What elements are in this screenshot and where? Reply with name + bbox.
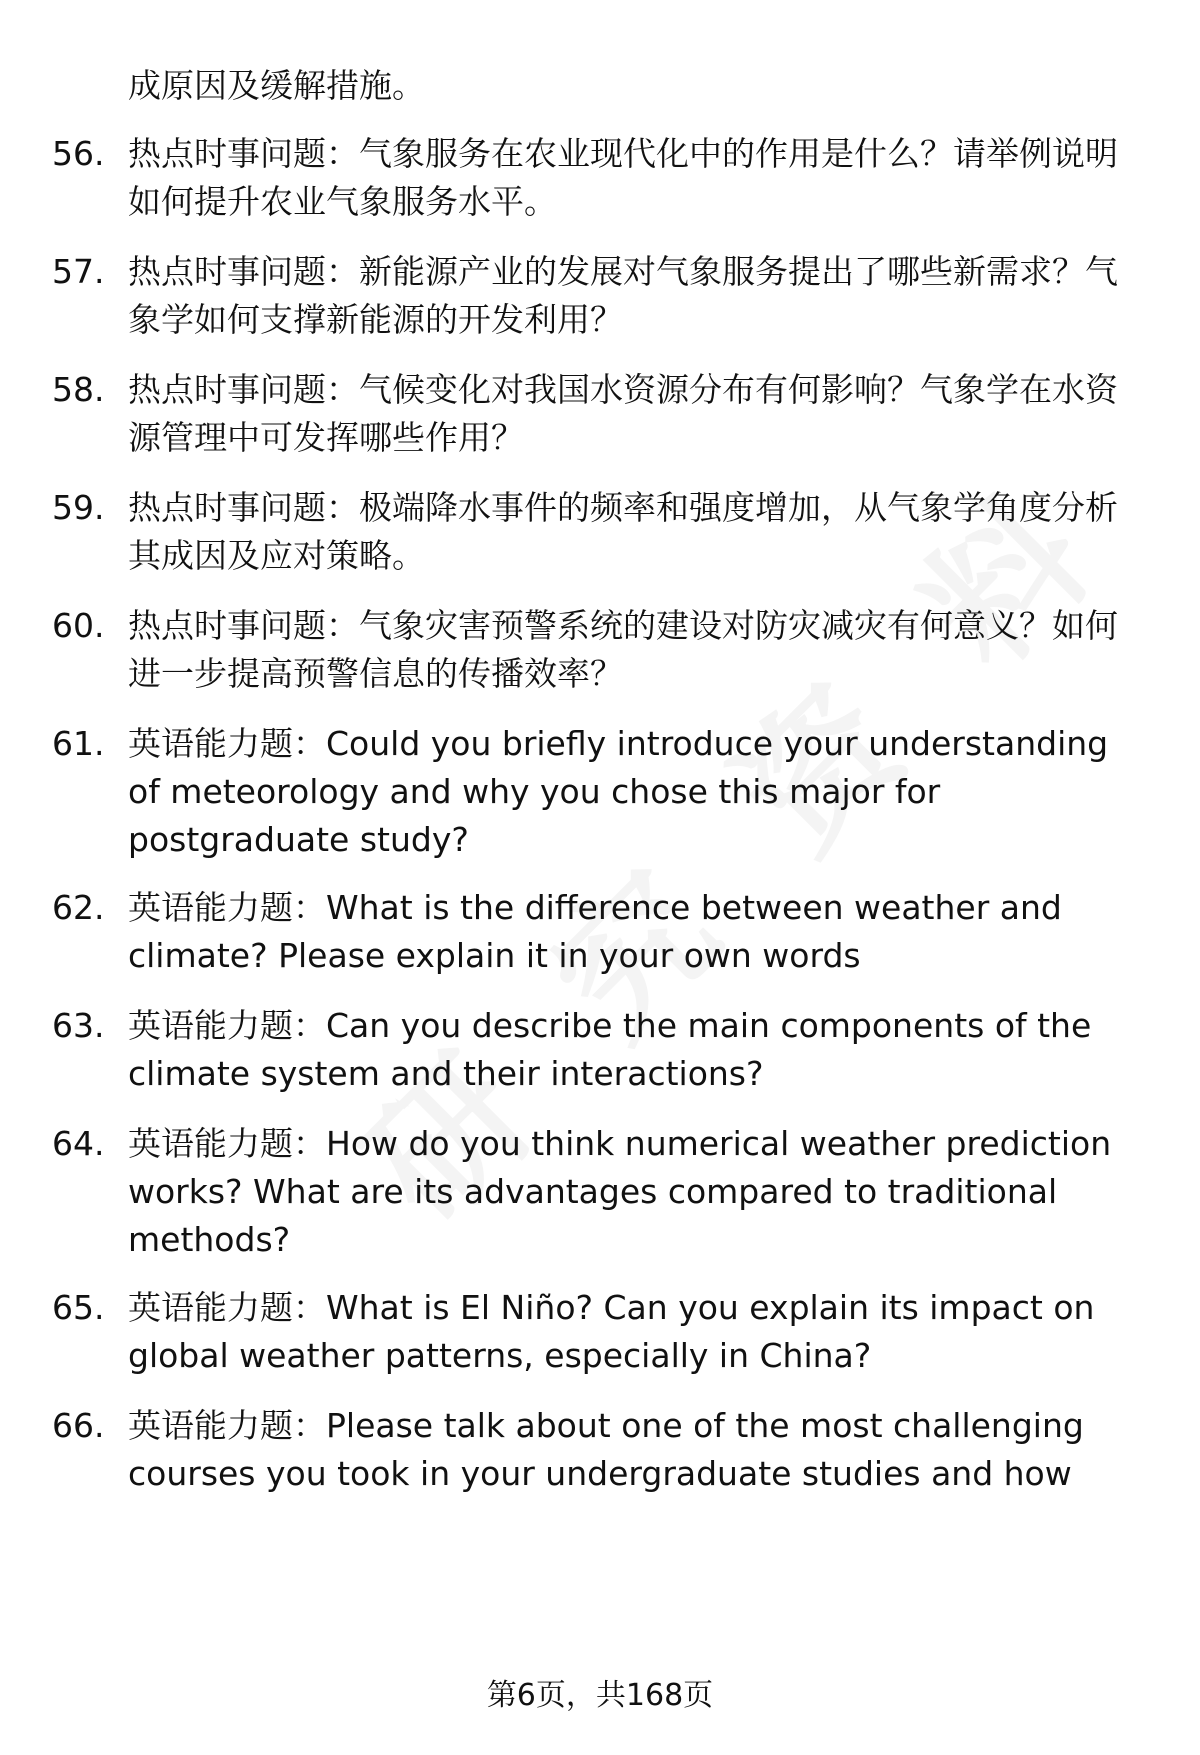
question-number: 59. — [52, 488, 105, 527]
question-number: 58. — [52, 370, 105, 409]
question-number: 65. — [52, 1288, 105, 1327]
question-number: 61. — [52, 724, 105, 763]
question-number: 60. — [52, 606, 105, 645]
question-number: 56. — [52, 134, 105, 173]
page-footer: 第6页，共168页 — [486, 1678, 714, 1713]
question-text: 英语能力题：Could you briefly introduce your understanding of meteorology and why you chose this major for postgraduate study? — [128, 724, 1109, 859]
question-text: 热点时事问题：新能源产业的发展对气象服务提出了哪些新需求？气象学如何支撑新能源的开发利用？ — [128, 252, 1118, 339]
continuation-text: 成原因及缓解措施。 — [128, 66, 425, 105]
question-number: 64. — [52, 1124, 105, 1163]
question-text: 英语能力题：Can you describe the main components of the climate system and their interactions? — [128, 1006, 1092, 1093]
question-number: 63. — [52, 1006, 105, 1045]
question-text: 热点时事问题：极端降水事件的频率和强度增加，从气象学角度分析其成因及应对策略。 — [128, 488, 1118, 575]
question-text: 热点时事问题：气象服务在农业现代化中的作用是什么？请举例说明如何提升农业气象服务水平。 — [128, 134, 1118, 221]
question-text: 热点时事问题：气候变化对我国水资源分布有何影响？气象学在水资源管理中可发挥哪些作用？ — [128, 370, 1118, 457]
question-number: 62. — [52, 888, 105, 927]
question-number: 66. — [52, 1406, 105, 1445]
question-text: 英语能力题：What is El Niño? Can you explain its impact on global weather patterns, especially in China? — [128, 1288, 1095, 1375]
question-text: 热点时事问题：气象灾害预警系统的建设对防灾减灾有何意义？如何进一步提高预警信息的传播效率？ — [128, 606, 1118, 693]
question-text: 英语能力题：How do you think numerical weather prediction works? What are its advantages compared to traditional methods? — [128, 1124, 1112, 1259]
question-number: 57. — [52, 252, 105, 291]
question-text: 英语能力题：Please talk about one of the most challenging courses you took in your undergraduate studies and how — [128, 1406, 1084, 1493]
question-text: 英语能力题：What is the difference between weather and climate? Please explain it in your own words — [128, 888, 1062, 975]
